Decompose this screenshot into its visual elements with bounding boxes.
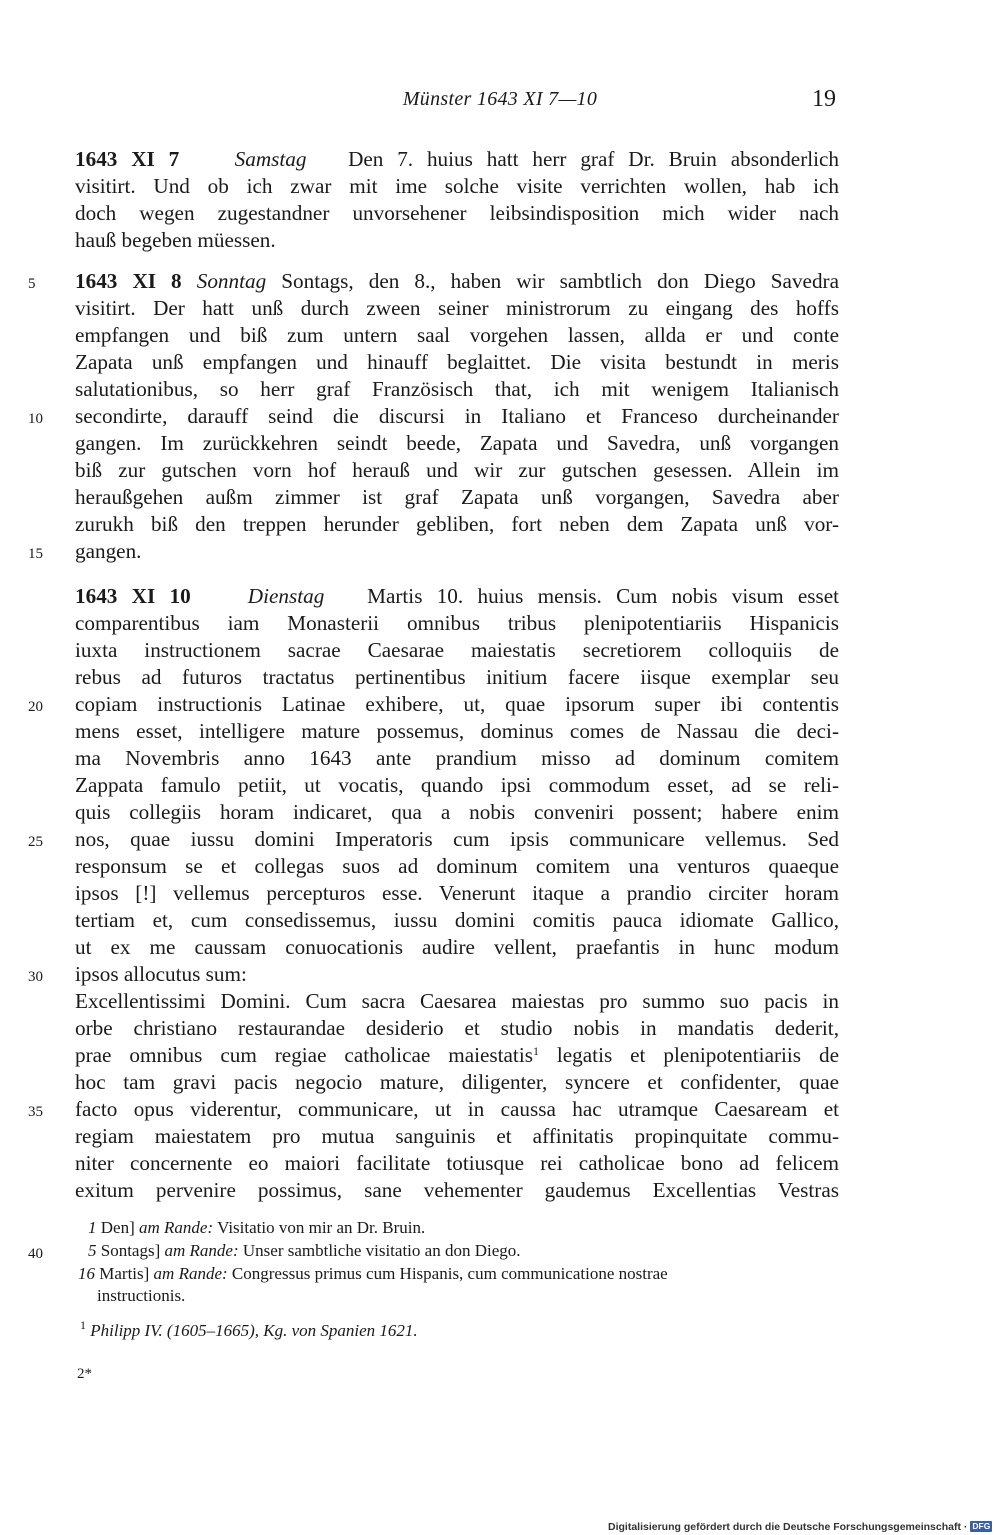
footnote-marker: 1 — [532, 1044, 539, 1058]
text-line: Excellentissimi Domini. Cum sacra Caesarea maiestas pro summo suo pacis in — [75, 989, 839, 1013]
line-number: 20 — [28, 699, 43, 715]
text-line: quis collegiis horam indicaret, qua a nobis conveniri possent; habere enim — [75, 800, 839, 824]
text-line: orbe christiano restaurandae desiderio et studio nobis in mandatis dederit, — [75, 1016, 839, 1040]
line-number: 5 — [28, 276, 36, 292]
apparatus-note-continued: instructionis. — [97, 1286, 186, 1305]
note-label: am Rande: — [138, 1218, 214, 1237]
text-line: biß zur gutschen vorn hof herauß und wir zur gutschen gesessen. Allein im — [75, 458, 839, 482]
note-label: am Rande: — [153, 1264, 228, 1283]
text-line — [75, 1041, 839, 1069]
text-line: gangen. — [75, 539, 142, 563]
text-line: hoc tam gravi pacis negocio mature, diligenter, syncere et confidenter, quae — [75, 1070, 839, 1094]
dfg-logo: DFG — [972, 1521, 991, 1531]
note-ref: 1 — [88, 1218, 97, 1237]
text-line: regiam maiestatem pro mutua sanguinis et affinitatis propinquitate commu- — [75, 1124, 839, 1148]
text-line: visitirt. Der hatt unß durch zween seiner ministrorum zu eingang des hoffs — [75, 296, 839, 320]
apparatus-note — [78, 1263, 838, 1285]
text-run: Den 7. huius hatt herr graf Dr. Bruin absonderlich — [348, 147, 840, 171]
running-title: Münster 1643 XI 7—10 — [402, 88, 598, 110]
text-line: rebus ad futuros tractatus pertinentibus initium facere iisque exemplar seu — [75, 665, 839, 689]
sheet-signature: 2* — [77, 1366, 92, 1382]
line-number: 35 — [28, 1104, 43, 1120]
text-line: visitirt. Und ob ich zwar mit ime solche visite verrichten wollen, hab ich — [75, 174, 839, 198]
text-line: doch wegen zugestandner unvorsehener leibsindisposition mich wider nach — [75, 201, 839, 225]
note-term: Den] — [100, 1218, 135, 1237]
text-line: iuxta instructionem sacrae Caesarae maiestatis secretiorem colloquiis de — [75, 638, 839, 662]
text-line: ipsos [!] vellemus percepturos esse. Venerunt itaque a prandio circiter horam — [75, 881, 839, 905]
note-text: Visitatio von mir an Dr. Bruin. — [217, 1218, 426, 1237]
note-text: Unser sambtliche visitatio an don Diego. — [242, 1241, 521, 1260]
credit-text: Digitalisierung gefördert durch die Deutsche Forschungsgemeinschaft · — [608, 1521, 968, 1533]
text-line: niter concernente eo maiori facilitate totiusque rei catholicae bono ad felicem — [75, 1151, 839, 1175]
entry-heading-line — [75, 582, 839, 610]
apparatus-note — [88, 1240, 848, 1262]
apparatus-note — [88, 1217, 848, 1239]
text-line: zurukh biß den treppen herunder gebliben, fort neben dem Zapata unß vor- — [75, 512, 839, 536]
entry-weekday: Samstag — [234, 147, 307, 171]
line-number: 30 — [28, 969, 43, 985]
text-run: Sontags, den 8., haben wir sambtlich don Diego Savedra — [281, 269, 840, 293]
entry-heading-line — [75, 267, 839, 295]
line-number: 15 — [28, 546, 43, 562]
text-line: ipsos allocutus sum: — [75, 962, 247, 986]
entry-heading-line — [75, 145, 839, 173]
note-text: Congressus primus cum Hispanis, cum communicatione nostrae — [231, 1264, 668, 1283]
text-line: secondirte, darauff seind die discursi in Italiano et Franceso durcheinander — [75, 404, 839, 428]
note-term: Sontags] — [100, 1241, 161, 1260]
entry-date: 1643 XI 7 — [75, 147, 180, 171]
text-line: responsum se et collegas suos ad dominum comitem una venturos quaeque — [75, 854, 839, 878]
text-line: comparentibus iam Monasterii omnibus tribus plenipotentiariis Hispanicis — [75, 611, 839, 635]
digitization-credit — [608, 1521, 992, 1533]
line-number: 10 — [28, 411, 43, 427]
text-line: mens esset, intelligere mature possemus, dominus comes de Nassau die deci- — [75, 719, 839, 743]
note-label: am Rande: — [164, 1241, 239, 1260]
footnote-number: 1 — [80, 1318, 86, 1332]
text-line: Zappata famulo petiit, ut vocatis, quando ipsi commodum esset, ad se reli- — [75, 773, 839, 797]
entry-date: 1643 XI 8 — [75, 269, 182, 293]
text-line: gangen. Im zurückkehren seindt beede, Zapata und Savedra, unß vorgangen — [75, 431, 839, 455]
page-number: 19 — [812, 86, 836, 112]
text-line: exitum pervenire possimus, sane vehementer gaudemus Excellentias Vestras — [75, 1178, 839, 1202]
text-run: legatis et plenipotentiariis de — [538, 1043, 839, 1067]
text-line: nos, quae iussu domini Imperatoris cum ipsis communicare vellemus. Sed — [75, 827, 839, 851]
note-ref: 5 — [88, 1241, 97, 1260]
footnote-text: Philipp IV. (1605–1665), Kg. von Spanien 1621. — [90, 1321, 418, 1340]
text-line: empfangen und biß zum untern saal vorgehen lassen, allda er und conte — [75, 323, 839, 347]
text-line: heraußgehen außm zimmer ist graf Zapata unß vorgangen, Savedra aber — [75, 485, 839, 509]
text-line: copiam instructionis Latinae exhibere, ut, quae ipsorum super ibi contentis — [75, 692, 839, 716]
entry-weekday: Sonntag — [196, 269, 267, 293]
text-run: Martis 10. huius mensis. Cum nobis visum esset — [367, 584, 840, 608]
line-number: 40 — [28, 1246, 43, 1262]
text-run: prae omnibus cum regiae catholicae maiestatis — [75, 1043, 533, 1067]
text-line: salutationibus, so herr graf Französisch that, ich mit wenigem Italianisch — [75, 377, 839, 401]
text-line: tertiam et, cum consedissemus, iussu domini comitis pauca idiomate Gallico, — [75, 908, 839, 932]
text-line: Zapata unß empfangen und hinauff beglaittet. Die visita bestundt in meris — [75, 350, 839, 374]
entry-date: 1643 XI 10 — [75, 584, 191, 608]
note-ref: 16 — [78, 1264, 95, 1283]
text-line: facto opus viderentur, communicare, ut in caussa hac utramque Caesaream et — [75, 1097, 839, 1121]
note-term: Martis] — [99, 1264, 150, 1283]
footnote — [80, 1320, 840, 1342]
text-line: ut ex me caussam conuocationis audire vellent, praefantis in hunc modum — [75, 935, 839, 959]
text-line: ma Novembris anno 1643 ante prandium misso ad dominum comitem — [75, 746, 839, 770]
text-line: hauß begeben müessen. — [75, 228, 276, 252]
entry-weekday: Dienstag — [247, 584, 325, 608]
line-number: 25 — [28, 834, 43, 850]
